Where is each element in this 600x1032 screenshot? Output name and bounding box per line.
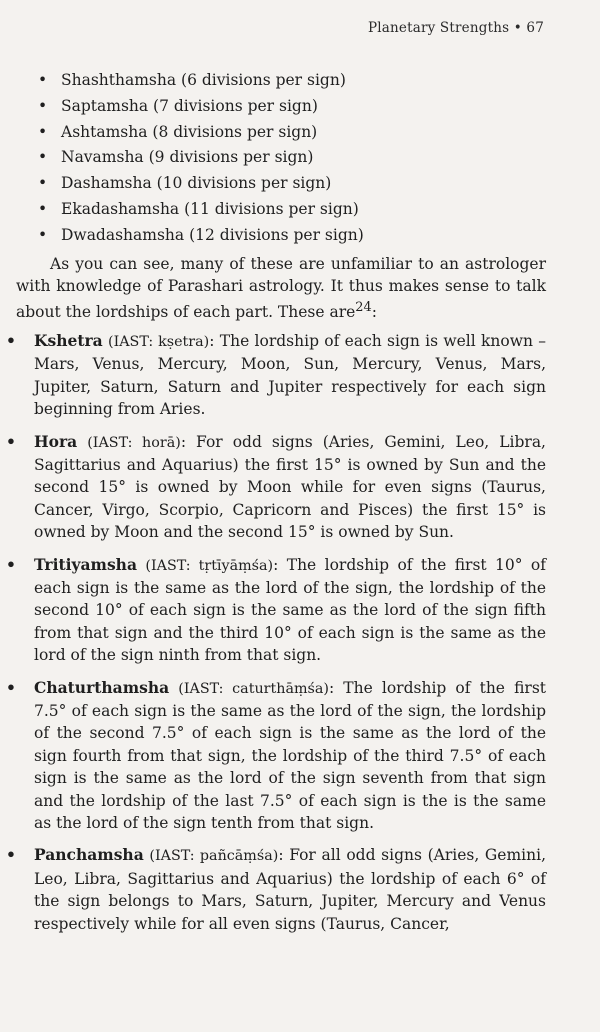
lordships-list (0, 330, 546, 935)
list-item-navamsha: • Navamsha (9 divisions per sign) (38, 145, 546, 171)
term-hora: Hora (34, 431, 78, 451)
list-item-ekadashamsha: • Ekadashamsha (11 divisions per sign) (38, 197, 546, 223)
iast-tritiyamsha: (IAST: tṛtīyāṃśa) (145, 557, 274, 574)
list-item-saptamsha: • Saptamsha (7 divisions per sign) (38, 94, 546, 120)
term-panchamsha: Panchamsha (34, 845, 144, 865)
intro-suffix: : (371, 303, 377, 322)
list-item-kshetra (0, 330, 546, 421)
running-header (368, 20, 544, 36)
iast-kshetra: (IAST: kṣetra) (108, 333, 210, 350)
bullet-icon: • (6, 431, 16, 451)
bullet-icon: • (6, 554, 16, 574)
iast-panchamsha: (IAST: pañcāṃśa) (149, 848, 279, 865)
iast-hora: (IAST: horā) (87, 434, 181, 451)
bullet-icon: • (6, 845, 16, 865)
list-item-dashamsha: • Dashamsha (10 divisions per sign) (38, 171, 546, 197)
running-title: Planetary Strengths (367, 20, 510, 36)
term-kshetra: Kshetra (34, 330, 103, 350)
term-tritiyamsha: Tritiyamsha (34, 554, 137, 574)
list-item-shashthamsha: • Shashthamsha (6 divisions per sign) (38, 68, 546, 94)
page-number: 67 (526, 20, 544, 36)
list-item-dwadashamsha: • Dwadashamsha (12 divisions per sign) (38, 223, 546, 249)
footnote-marker: 24 (355, 300, 372, 316)
text-chaturthamsha: : The lordship of the first 7.5° of each sign is the same as the lord of the sign, the lordship of the second 7.5° of each sign is the same as the lord of the sign fourth from that sign, the lordship of the third 7.5° of each sign is the same as the lord of the sign seventh from that sign and the lordship of the last 7.5° of each sign is the is the same as the lord of the sign tenth from that sign. (34, 678, 546, 833)
list-item-chaturthamsha (0, 677, 546, 835)
text-tritiyamsha: : The lordship of the first 10° of each sign is the same as the lord of the sign, the lordship of the second 10° of each sign is the same as the lord of the sign fifth from that sign and the third 10° of each sign is the same as the lord of the sign ninth from that sign. (34, 555, 546, 665)
text-panchamsha: : For all odd signs (Aries, Gemini, Leo, Libra, Sagittarius and Aquarius) the lordship of each 6° of the sign belongs to Mars, Saturn, Jupiter, Mercury and Venus respectively while for all even signs (Taurus, Cancer, (34, 846, 546, 933)
list-item-tritiyamsha (0, 554, 546, 667)
term-chaturthamsha: Chaturthamsha (34, 677, 170, 697)
iast-chaturthamsha: (IAST: caturthāṃśa) (178, 680, 329, 697)
header-separator: • (513, 20, 522, 36)
list-item-panchamsha (0, 844, 546, 935)
text-kshetra: : The lordship of each sign is well known – Mars, Venus, Mercury, Moon, Sun, Mercury, Venus, Mars, Jupiter, Saturn, Saturn and Jupiter respectively for each sign beginning from Aries. (34, 331, 546, 419)
page-body (0, 68, 600, 945)
bullet-icon: • (6, 677, 16, 697)
text-hora: : For odd signs (Aries, Gemini, Leo, Libra, Sagittarius and Aquarius) the first 15° is owned by Sun and the second 15° is owned by Moon while for even signs (Taurus, Cancer, Virgo, Scorpio, Capricorn and Pisces) the first 15° is owned by Moon and the second 15° is owned by Sun. (34, 432, 546, 542)
bullet-icon: • (6, 330, 16, 350)
list-item-ashtamsha: • Ashtamsha (8 divisions per sign) (38, 120, 546, 146)
intro-text: As you can see, many of these are unfamiliar to an astrologer with knowledge of Parashari astrology. It thus makes sense to talk about the lordships of each part. These are (16, 254, 546, 322)
intro-paragraph (16, 253, 546, 324)
divisions-list (0, 68, 546, 249)
list-item-hora (0, 431, 546, 544)
